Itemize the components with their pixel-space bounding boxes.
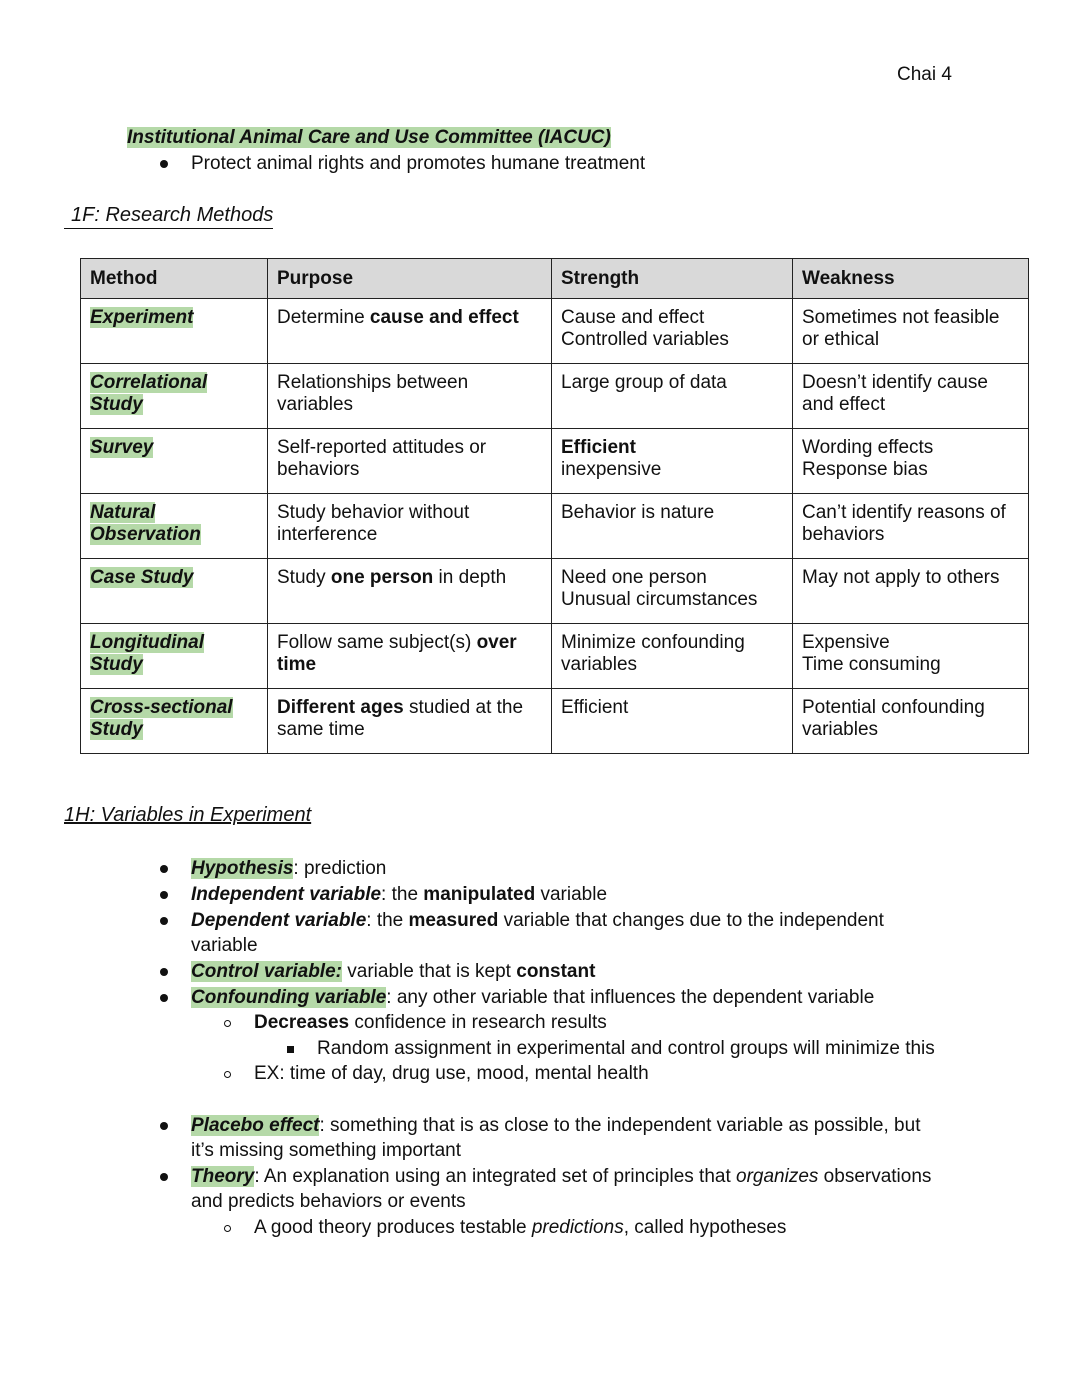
table-row xyxy=(81,559,1029,624)
method-cell xyxy=(81,494,268,559)
method-cell xyxy=(81,364,268,429)
bullet-dot xyxy=(160,891,168,899)
weakness-line: Sometimes not feasible xyxy=(802,307,1000,328)
page-number: Chai 4 xyxy=(897,64,952,85)
method-name: Study xyxy=(90,394,143,415)
theory-sub-text: A good theory produces testable xyxy=(254,1217,532,1238)
purpose-cell xyxy=(268,689,552,754)
confounding-item xyxy=(191,986,874,1009)
sub-bullet-square xyxy=(287,1046,294,1053)
independent-bold: manipulated xyxy=(423,884,536,905)
method-name: Longitudinal xyxy=(90,632,204,653)
method-cell xyxy=(81,559,268,624)
strength-cell xyxy=(552,494,793,559)
purpose-line: interference xyxy=(277,524,378,545)
purpose-cell xyxy=(268,624,552,689)
theory-italic: organizes xyxy=(736,1166,819,1187)
bullet-dot xyxy=(160,1122,168,1130)
weakness-line: Expensive xyxy=(802,632,890,653)
purpose-text: Determine xyxy=(277,307,370,328)
weakness-cell xyxy=(793,559,1029,624)
iacuc-bullet: Protect animal rights and promotes humane treatment xyxy=(191,153,646,174)
sub-bullet-circle xyxy=(224,1071,231,1078)
purpose-text: Study xyxy=(277,567,331,588)
weakness-cell xyxy=(793,689,1029,754)
bullet-dot xyxy=(160,917,168,925)
strength-line: Behavior is nature xyxy=(561,502,715,523)
term-control: Control variable: xyxy=(191,961,342,982)
strength-line: Minimize confounding xyxy=(561,632,745,653)
independent-item xyxy=(191,883,607,906)
weakness-line: Can’t identify reasons of xyxy=(802,502,1006,523)
weakness-cell xyxy=(793,624,1029,689)
hypothesis-text: : prediction xyxy=(293,858,387,879)
weakness-line: May not apply to others xyxy=(802,567,1000,588)
hypothesis-item xyxy=(191,857,386,880)
purpose-text: in depth xyxy=(433,567,507,588)
control-text: variable that is kept xyxy=(341,961,517,982)
independent-text: variable xyxy=(535,884,608,905)
theory-sub xyxy=(254,1216,786,1239)
purpose-line: Study behavior without xyxy=(277,502,470,523)
table-header-row xyxy=(81,259,1029,299)
method-name: Natural xyxy=(90,502,156,523)
header-strength: Strength xyxy=(552,259,793,299)
purpose-line: Self-reported attitudes or xyxy=(277,437,487,458)
strength-line: Unusual circumstances xyxy=(561,589,758,610)
weakness-line: variables xyxy=(802,719,879,740)
strength-cell xyxy=(552,299,793,364)
term-hypothesis: Hypothesis xyxy=(191,858,294,879)
purpose-bold: time xyxy=(277,654,317,675)
purpose-cell xyxy=(268,299,552,364)
purpose-text: same time xyxy=(277,719,365,740)
confounding-sub1-bold: Decreases xyxy=(254,1012,350,1033)
theory-line2: and predicts behaviors or events xyxy=(191,1191,466,1212)
weakness-line: Doesn’t identify cause xyxy=(802,372,988,393)
method-cell xyxy=(81,299,268,364)
strength-line: inexpensive xyxy=(561,459,662,480)
dependent-text: : the xyxy=(366,910,409,931)
control-item xyxy=(191,960,595,983)
research-methods-title: 1F: Research Methods xyxy=(64,204,273,229)
strength-cell xyxy=(552,689,793,754)
table-row xyxy=(81,364,1029,429)
purpose-bold: cause and effect xyxy=(369,307,519,328)
strength-cell xyxy=(552,559,793,624)
strength-cell xyxy=(552,429,793,494)
method-name: Case Study xyxy=(90,567,194,588)
bullet-dot xyxy=(160,968,168,976)
method-name: Correlational xyxy=(90,372,208,393)
bullet-dot xyxy=(160,865,168,873)
strength-line: Controlled variables xyxy=(561,329,729,350)
term-confounding: Confounding variable xyxy=(191,987,387,1008)
bullet-dot xyxy=(160,994,168,1002)
bullet-dot xyxy=(160,1173,168,1181)
header-method: Method xyxy=(81,259,268,299)
control-bold: constant xyxy=(516,961,596,982)
table-row xyxy=(81,689,1029,754)
weakness-cell xyxy=(793,364,1029,429)
strength-cell xyxy=(552,364,793,429)
weakness-cell xyxy=(793,429,1029,494)
theory-sub-text: , called hypotheses xyxy=(623,1217,787,1238)
theory-text: : An explanation using an integrated set of principles that xyxy=(254,1166,737,1187)
variables-title: 1H: Variables in Experiment xyxy=(64,804,312,826)
confounding-subsub: Random assignment in experimental and control groups will minimize this xyxy=(317,1038,935,1059)
confounding-sub2: EX: time of day, drug use, mood, mental health xyxy=(254,1063,649,1084)
purpose-cell xyxy=(268,364,552,429)
term-theory: Theory xyxy=(191,1166,255,1187)
dependent-item xyxy=(191,909,884,932)
confounding-sub1 xyxy=(254,1011,607,1034)
purpose-bold: Different ages xyxy=(277,697,404,718)
research-methods-heading xyxy=(64,204,273,229)
table-row xyxy=(81,494,1029,559)
theory-text: observations xyxy=(818,1166,932,1187)
method-cell xyxy=(81,429,268,494)
research-methods-table xyxy=(80,258,1029,754)
header-weakness: Weakness xyxy=(793,259,1029,299)
independent-text: : the xyxy=(381,884,424,905)
method-name: Observation xyxy=(90,524,201,545)
variables-heading xyxy=(64,804,311,827)
weakness-cell xyxy=(793,494,1029,559)
method-cell xyxy=(81,689,268,754)
strength-line: Need one person xyxy=(561,567,707,588)
table-row xyxy=(81,429,1029,494)
strength-line: Cause and effect xyxy=(561,307,705,328)
purpose-cell xyxy=(268,494,552,559)
placebo-text: : something that is as close to the independent variable as possible, but xyxy=(319,1115,921,1136)
purpose-bold: over xyxy=(476,632,517,653)
sub-bullet-circle xyxy=(224,1225,231,1232)
term-dependent: Dependent variable xyxy=(191,910,367,931)
purpose-line: Relationships between xyxy=(277,372,469,393)
weakness-line: or ethical xyxy=(802,329,880,350)
dependent-text: variable that changes due to the independent xyxy=(498,910,884,931)
weakness-line: behaviors xyxy=(802,524,885,545)
theory-item xyxy=(191,1165,931,1188)
method-name: Study xyxy=(90,719,143,740)
strength-line: Efficient xyxy=(561,697,629,718)
purpose-cell xyxy=(268,429,552,494)
weakness-line: Wording effects xyxy=(802,437,934,458)
weakness-line: and effect xyxy=(802,394,886,415)
strength-cell xyxy=(552,624,793,689)
method-name: Cross-sectional xyxy=(90,697,233,718)
iacuc-title: Institutional Animal Care and Use Committee (IACUC) xyxy=(127,127,611,148)
confounding-sub1-text: confidence in research results xyxy=(349,1012,607,1033)
purpose-line: behaviors xyxy=(277,459,360,480)
purpose-text: Follow same subject(s) xyxy=(277,632,477,653)
purpose-line: variables xyxy=(277,394,354,415)
purpose-text: studied at the xyxy=(403,697,524,718)
weakness-line: Time consuming xyxy=(802,654,941,675)
term-placebo: Placebo effect xyxy=(191,1115,320,1136)
method-name: Survey xyxy=(90,437,154,458)
sub-bullet-circle xyxy=(224,1020,231,1027)
weakness-line: Response bias xyxy=(802,459,928,480)
strength-bold: Efficient xyxy=(561,437,636,458)
purpose-bold: one person xyxy=(330,567,434,588)
bullet-dot xyxy=(160,160,168,168)
iacuc-heading xyxy=(127,127,611,149)
dependent-line2: variable xyxy=(191,935,258,956)
weakness-cell xyxy=(793,299,1029,364)
method-cell xyxy=(81,624,268,689)
dependent-bold: measured xyxy=(408,910,499,931)
method-name: Experiment xyxy=(90,307,194,328)
purpose-cell xyxy=(268,559,552,624)
placebo-line2: it’s missing something important xyxy=(191,1140,461,1161)
strength-line: variables xyxy=(561,654,638,675)
placebo-item xyxy=(191,1114,920,1137)
header-purpose: Purpose xyxy=(268,259,552,299)
weakness-line: Potential confounding xyxy=(802,697,985,718)
term-independent: Independent variable xyxy=(191,884,382,905)
theory-sub-italic: predictions xyxy=(531,1217,624,1238)
table-row xyxy=(81,299,1029,364)
strength-line: Large group of data xyxy=(561,372,727,393)
confounding-text: : any other variable that influences the dependent variable xyxy=(386,987,875,1008)
table-row xyxy=(81,624,1029,689)
method-name: Study xyxy=(90,654,143,675)
